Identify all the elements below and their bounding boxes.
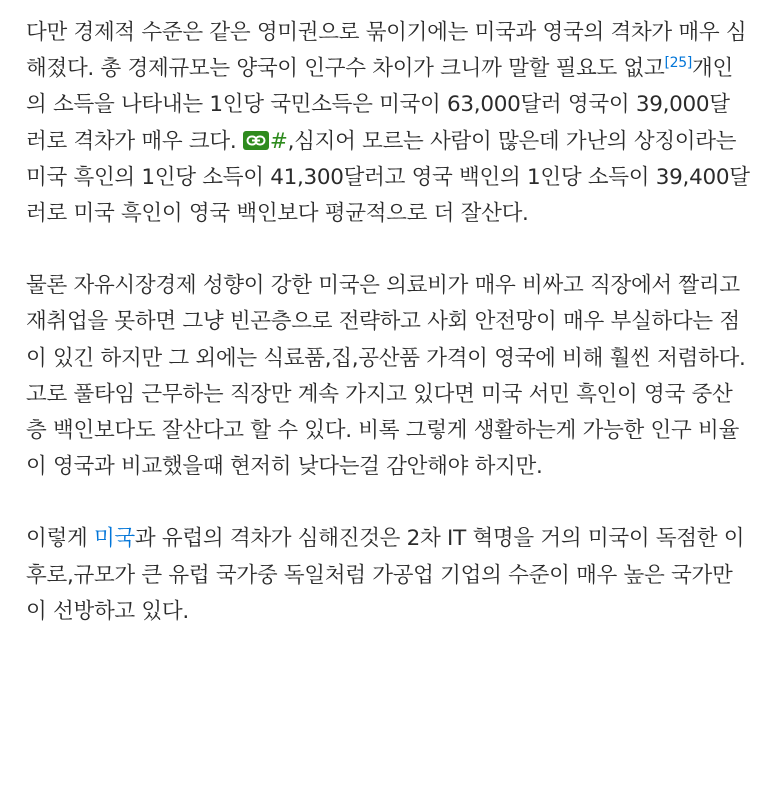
paragraph-us-society (26, 268, 750, 485)
internal-link-usa[interactable]: 미국 (93, 526, 135, 552)
external-link[interactable]: # (269, 128, 288, 154)
paragraph-text: 물론 자유시장경제 성향이 강한 미국은 의료비가 매우 비싸고 직장에서 짤리고 재취업을 못하면 그냥 빈곤층으로 전략하고 사회 안전망이 매우 부실하다는 점이 있긴 하지만 그 외에는 식료품,집,공산품 가격이 영국에 비해 훨씬 저렴하다.고로 풀타임 근무하는 직장만 계속 가지고 있다면 미국 서민 흑인이 영국 중산층 백인보다도 잘산다고 할 수 있다. 비록 그렇게 생활하는게 가능한 인구 비율이 영국과 비교했을때 현저히 낮다는걸 감안해야 하지만. (26, 273, 746, 480)
paragraph-text: ,심지어 모르는 사람이 많은데 가난의 상징이라는 미국 흑인의 1인당 소득이 41,300달러고 영국 백인의 1인당 소득이 39,400달러로 미국 흑인이 영국 백인보다 평균적으로 더 잘산다. (26, 128, 750, 227)
article-body (26, 15, 750, 630)
paragraph-income-gap (26, 15, 750, 232)
paragraph-text: 이렇게 (26, 526, 94, 552)
paragraph-text: 개인의 소득을 나타내는 1인당 국민소득은 미국이 63,000달러 영국이 39,000달러로 격차가 매우 크다. (26, 56, 733, 154)
paragraph-us-europe-gap (26, 521, 750, 630)
paragraph-text: 과 유럽의 격차가 심해진것은 2차 IT 혁명을 거의 미국이 독점한 이후로,규모가 큰 유럽 국가중 독일처럼 가공업 기업의 수준이 매우 높은 국가만이 선방하고 있다. (26, 526, 745, 624)
paragraph-text: 다만 경제적 수준은 같은 영미권으로 묶이기에는 미국과 영국의 격차가 매우 심해졌다. 총 경제규모는 양국이 인구수 차이가 크니까 말할 필요도 없고 (26, 20, 747, 82)
link-icon[interactable] (243, 131, 269, 150)
footnote-link[interactable]: [25] (664, 55, 693, 72)
